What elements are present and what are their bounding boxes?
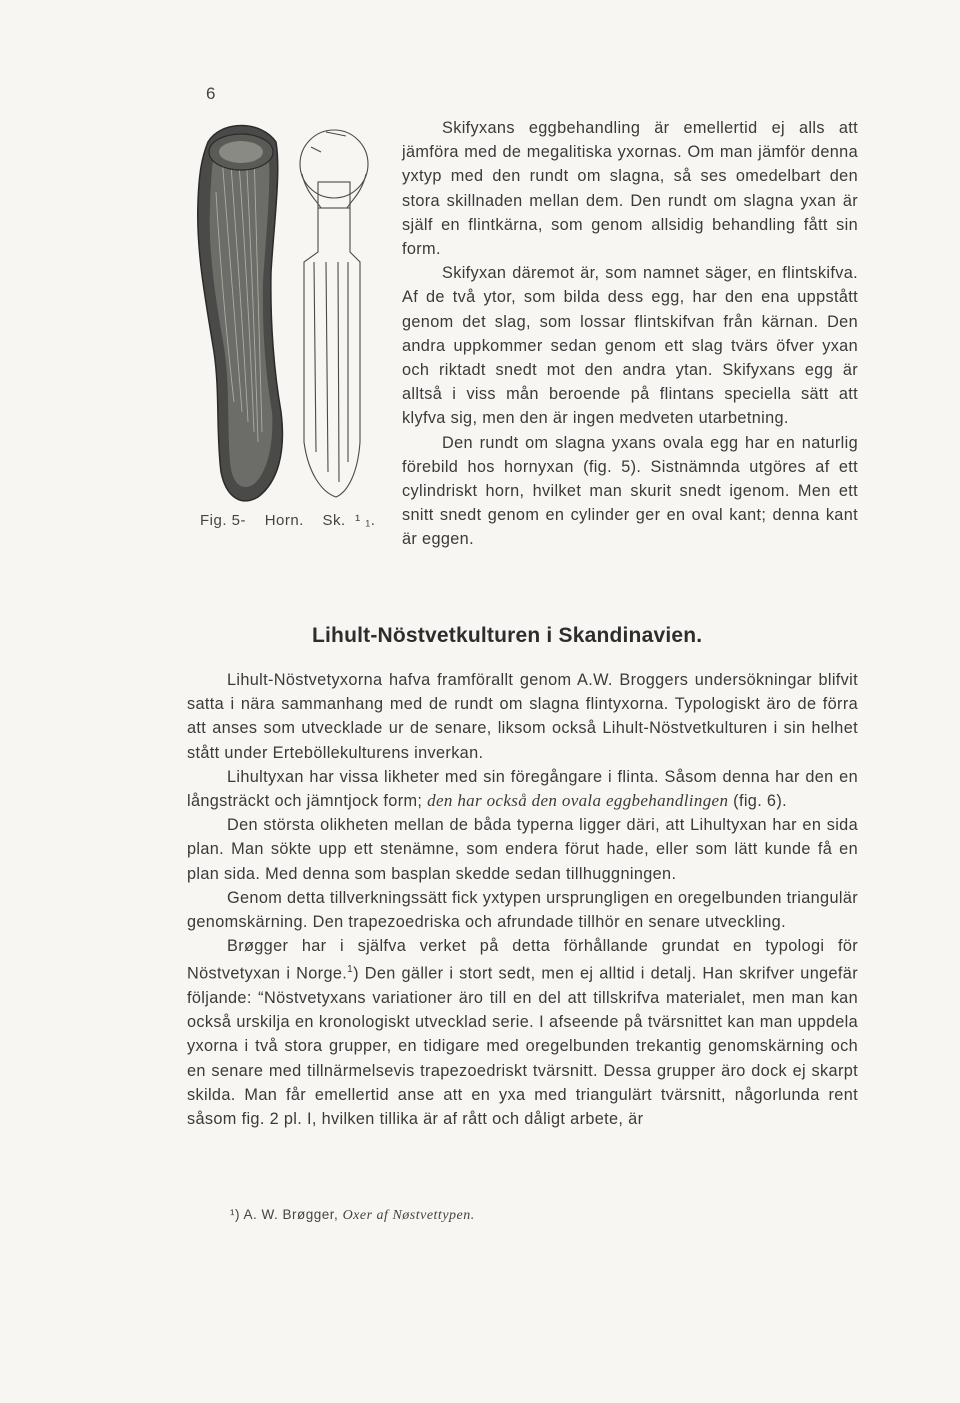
- paragraph-text: Brøgger har i själfva verket på detta förhållande grundat en typologi för Nöstvetyxan i Norge.: [187, 937, 858, 983]
- paragraph: [187, 765, 858, 813]
- paragraph: Lihult-Nöstvetyxorna hafva framförallt genom A.W. Broggers undersökningar blifvit satta i nära sammanhang med de rundt om slagna flintyxorna. Typologiskt äro de förra att anses som utvecklade ur de senare, liksom också Lihult-Nöstvetkulturen i sin helhet stått under Erteböllekulturens inverkan.: [187, 671, 858, 762]
- paragraph-text: Lihultyxan har vissa likheter med sin föregångare i flinta. Såsom denna har den en långsträckt och jämntjock form;: [187, 767, 858, 811]
- figure-horn-axe: [186, 112, 386, 532]
- paragraph: Den största olikheten mellan de båda typerna ligger däri, att Lihultyxan har en sida plan. Man sökte upp ett stenämne, som endera förut hade, eller som lätt kunde få en plan sida. Med denna som basplan skedde sedan tillhuggningen.: [187, 816, 858, 883]
- section-heading: Lihult-Nöstvetkulturen i Skandinavien.: [312, 624, 703, 647]
- paragraph: Skifyxans eggbehandling är emellertid ej alls att jämföra med de megalitiska yxornas. Om man jämför denna yxtyp med den rundt om slagna, så ses omedelbart den stora skillnaden mellan dem. Den rundt om slagna yxan är själf en flintkärna, som genom allsidig behandling fått sin form.: [402, 119, 858, 259]
- paragraph: [187, 934, 858, 1131]
- main-text: [187, 668, 858, 1131]
- horn-axe-drawing-icon: [186, 112, 386, 522]
- column-text: [402, 116, 858, 552]
- footnote: [230, 1207, 475, 1224]
- paragraph: Den rundt om slagna yxans ovala egg har en naturlig förebild hos hornyxan (fig. 5). Sistnämnda utgöres af ett cylindriskt horn, hvilket man skurit snedt igenom. Men ett snitt snedt genom en cylinder ger en oval kant; denna kant är eggen.: [402, 433, 858, 549]
- footnote-text: A. W. Brøgger,: [243, 1207, 339, 1222]
- caption-label: Horn.: [264, 512, 304, 529]
- paragraph: Genom detta tillverkningssätt fick yxtypen ursprungligen en oregelbunden triangulär genomskärning. Den trapezoedriska och afrundade tillhör en senare utveckling.: [187, 888, 858, 932]
- figure-caption: [200, 512, 375, 529]
- footnote-marker: ¹): [230, 1207, 240, 1222]
- caption-scale: Sk.: [322, 512, 346, 529]
- caption-fig-number: Fig. 5-: [200, 512, 247, 529]
- italic-text: den har också den ovala eggbehandlingen: [427, 791, 729, 811]
- footnote-title: Oxer af Nøstvettypen.: [342, 1208, 475, 1223]
- footnote-ref: 1: [347, 964, 354, 976]
- paragraph-text: (fig. 6).: [733, 792, 787, 811]
- paragraph-text: ) Den gäller i stort sedt, men ej alltid i detalj. Han skrifver ungefär följande: “Nöstvetyxans variationer äro till en del att tillskrifva materialet, men man kan också urskilja en kronologiskt utvecklad serie. I afseende på tvärsnittet kan man uppdela yxorna i två stora grupper, en tidigare med oregelbunden trekantig genomskärning och en senare med tillnärmelsevis trapezoedriskt tvärsnitt. Dessa grupper äro dock ej skarpt skilda. Man får emellertid anse att en yxa med triangulärt tvärsnitt, någorlunda rent såsom fig. 2 pl. I, hvilken tillika är af rått och dåligt arbete, är: [187, 964, 858, 1129]
- page-number: 6: [206, 84, 216, 103]
- caption-ratio: ¹ ₁.: [355, 512, 376, 529]
- paragraph: Skifyxan däremot är, som namnet säger, en flintskifva. Af de två ytor, som bilda dess egg, har den ena uppstått genom det slag, som lossar flintskifvan från kärnan. Den andra uppkommer sedan genom ett slag tvärs öfver yxan och riktadt snedt mot den andra ytan. Skifyxans egg är alltså i viss mån beroende på flintans speciella sätt att klyfva sig, men den är ingen medveten utarbetning.: [402, 264, 858, 428]
